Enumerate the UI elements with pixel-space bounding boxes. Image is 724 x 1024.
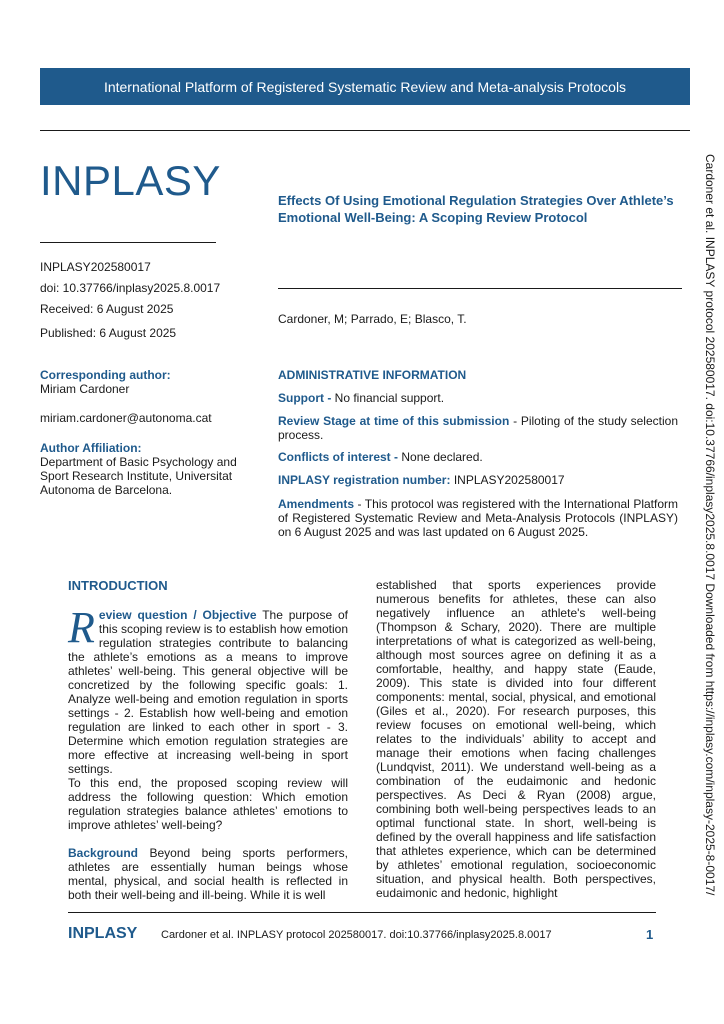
authors: Cardoner, M; Parrado, E; Blasco, T. [278, 312, 467, 326]
review-question-label: eview question / Objective [98, 608, 257, 622]
footer-divider [68, 912, 656, 913]
corresponding-email[interactable]: miriam.cardoner@autonoma.cat [40, 411, 212, 425]
admin-conflicts [278, 450, 678, 464]
title-divider [278, 288, 682, 289]
doi[interactable]: doi: 10.37766/inplasy2025.8.0017 [40, 281, 221, 295]
drop-cap: R [68, 603, 95, 652]
amendments-text: - This protocol was registered with the International Platform of Registered Systematic Review and Meta-Analysis Protocols (INPLASY) on 6 August 2025 and was last updated on 6 August 2025. [278, 497, 678, 539]
header-banner: International Platform of Registered Systematic Review and Meta-analysis Protocols [40, 68, 690, 105]
admin-heading: ADMINISTRATIVE INFORMATION [278, 368, 467, 382]
support-label: Support - [278, 391, 332, 405]
intro-column-right [376, 578, 656, 900]
stage-label: Review Stage at time of this submission [278, 414, 510, 428]
inplasy-logo: INPLASY [40, 157, 221, 204]
affiliation-label: Author Affiliation: [40, 441, 142, 455]
registration-id: INPLASY202580017 [40, 260, 151, 274]
admin-registration [278, 473, 678, 487]
conflicts-text: None declared. [398, 450, 483, 464]
logo-underline [40, 242, 216, 243]
conflicts-label: Conflicts of interest - [278, 450, 399, 464]
admin-amendments [278, 497, 678, 539]
registration-text: INPLASY202580017 [450, 473, 565, 487]
download-sidebar: Cardoner et al. INPLASY protocol 202580017. doi:10.37766/inplasy2025.8.0017 Downloaded from https://inplasy.com/inplasy-2025-8-0017/ [703, 154, 717, 896]
author-affiliation [40, 441, 260, 497]
review-question-text: The purpose of this scoping review is to establish how emotion regulation strategies contribute to balancing the athlete’s emotions as a means to improve athletes’ well-being. This general objective will be concretized by the following specific goals: 1. Analyze well-being and emotion regulation in sports settings - 2. Establish how well-being and emotion regulation are linked to each other in sport - 3. Determine which emotion regulation strategies are more effective at increasing well-being in sport settings. [68, 608, 348, 776]
received-date: Received: 6 August 2025 [40, 302, 174, 316]
registration-label: INPLASY registration number: [278, 473, 451, 487]
corresponding-name: Miriam Cardoner [40, 382, 130, 396]
admin-review-stage [278, 414, 678, 442]
admin-support [278, 391, 678, 405]
support-text: No financial support. [331, 391, 445, 405]
intro-column-left [68, 603, 348, 902]
stage-text: - Piloting of the study selection process. [278, 414, 678, 442]
review-question-paragraph [68, 603, 348, 776]
introduction-heading: INTRODUCTION [68, 578, 168, 593]
affiliation-text: Department of Basic Psychology and Sport Research Institute, Universitat Autonoma de Barcelona. [40, 455, 237, 497]
background-continued: established that sports experiences provide numerous benefits for athletes, these can also negatively influence an athlete's well-being (Thompson & Schary, 2020). There are multiple interpretations of what is categorized as well-being, although most sources agree on defining it as a comfortable, healthy, and happy state (Eaude, 2009). This state is divided into four different components: mental, social, physical, and emotional (Giles et al., 2020). For research purposes, this review focuses on emotional well-being, which relates to the individuals’ ability to accept and manage their emotions when facing challenges (Lundqvist, 2011). We understand well-being as a combination of the eudaimonic and hedonic perspectives. As Deci & Ryan (2008) argue, combining both well-being perspectives leads to an optimal functional state. In short, well-being is defined by the overall happiness and life satisfaction that athletes experience, which can be determined by athletes’ emotional regulation, socioeconomic situation, and physical health. Both perspectives, eudaimonic and hedonic, highlight [376, 578, 656, 900]
published-date: Published: 6 August 2025 [40, 326, 177, 340]
background-paragraph [68, 846, 348, 902]
corresponding-author [40, 368, 260, 425]
header-divider [40, 130, 690, 131]
page-number: 1 [646, 927, 654, 942]
background-text: Beyond being sports performers, athletes are essentially human beings whose mental, physical, and social health is reflected in both their well-being and ill-being. While it is well [68, 846, 348, 902]
footer-logo: INPLASY [68, 925, 138, 942]
review-question-paragraph-2: To this end, the proposed scoping review will address the following question: Which emotion regulation strategies balance athletes’ emotions to improve athletes’ well-being? [68, 776, 348, 832]
amendments-label: Amendments [278, 497, 355, 511]
corresponding-label: Corresponding author: [40, 368, 171, 382]
footer-citation: Cardoner et al. INPLASY protocol 202580017. doi:10.37766/inplasy2025.8.0017 [161, 929, 552, 941]
paper-title: Effects Of Using Emotional Regulation Strategies Over Athlete’s Emotional Well-Being: A Scoping Review Protocol [278, 193, 674, 225]
background-label: Background [68, 846, 139, 860]
